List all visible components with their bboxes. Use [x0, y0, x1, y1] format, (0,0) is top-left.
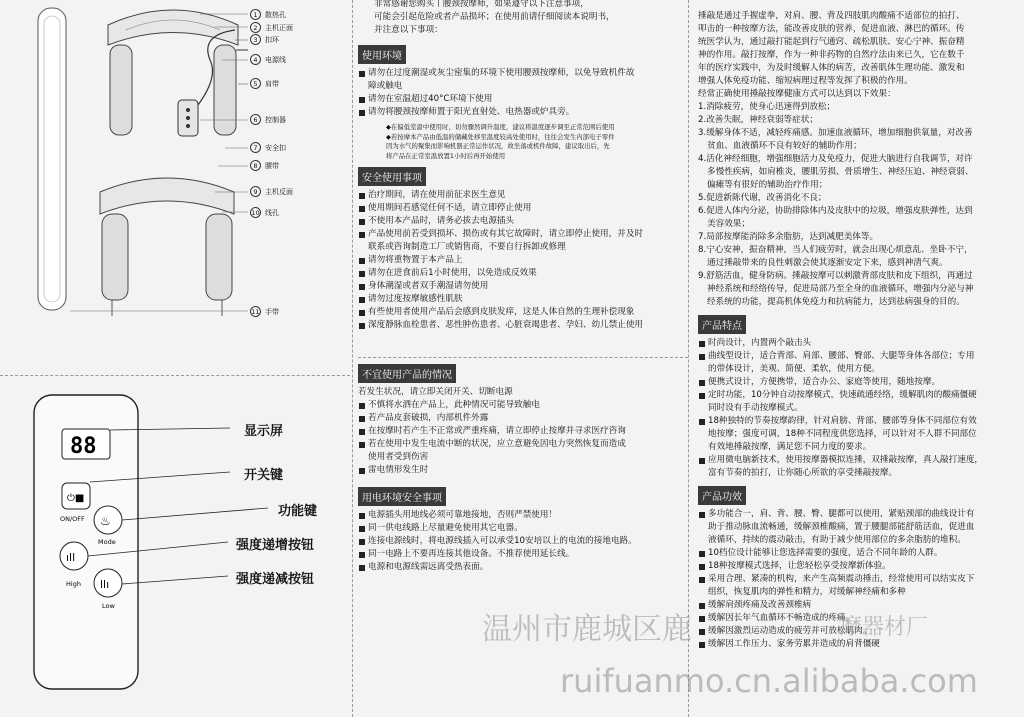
- note-line: 将产品在正常室温放置1小时后再开始使用: [386, 151, 506, 160]
- power-icon[interactable]: ⏻■: [67, 493, 85, 504]
- low-icon[interactable]: llı: [100, 578, 110, 591]
- note-line: ◆在偏低室温中使用时，切勿骤然调升温度，建议将温度逐步调至正常范围后使用: [386, 123, 615, 131]
- env-title: 使用环境: [358, 45, 406, 64]
- electric-title: 用电环境安全事项: [358, 487, 446, 506]
- list-item-cont: 联系或咨询制造工厂或销售商，不要自行拆卸或修理: [368, 242, 566, 252]
- list-item: 在按摩时若产生不正常或严重疼痛，请立即停止按摩并寻求医疗咨询: [358, 425, 680, 438]
- right-column: [698, 0, 1024, 717]
- remote-label-mode: 功能键: [278, 504, 318, 519]
- effects-list: [698, 101, 1024, 309]
- effect-line: 9.舒筋活血，健身防病。捶敲按摩可以刺激背部皮肤和皮下组织，再通过: [698, 271, 973, 281]
- part-label: 7 安全扣: [250, 142, 286, 153]
- list-item-cont: 有效地捶敲按摩，满足您不同力度的要求。: [708, 442, 872, 452]
- list-item: 产品使用前若受到损坏、损伤或有其它故障时，请立即停止使用，并及时: [358, 228, 680, 241]
- remote-label-increase: 强度递增按钮: [236, 538, 315, 553]
- top-note-line: 并注意以下事项：: [374, 25, 443, 35]
- efficacy-title: 产品功效: [698, 486, 746, 505]
- note-line: ◆若按摩本产品由低温的储藏处移至温度较高处使用时，往往会发生内部电子零件: [386, 132, 615, 141]
- unsuitable-intro: 若发生状况，请立即关闭开关、切断电源: [358, 387, 513, 397]
- display-digits: 88: [70, 434, 97, 459]
- effect-line: 5.促进新陈代谢，改善消化不良；: [698, 193, 827, 203]
- list-item: 请勿过度按摩敏感性肌肤: [358, 293, 680, 306]
- part-label: 2 主机正面: [250, 22, 293, 33]
- list-item-cont: 地按摩；强度可调，18种不同程度供您选择，可以针对不人群不同部位: [708, 429, 977, 439]
- effect-line: 通过捶敲带来的良性刺激会使其逐渐安定下来，感到神清气爽。: [707, 258, 948, 268]
- list-item: 同一电路上不要再连接其他设备。不推荐使用延长线。: [358, 548, 680, 561]
- left-column: [0, 0, 350, 717]
- list-item: 不慎将水洒在产品上，此种情况可能导致触电: [358, 399, 680, 412]
- low-label: Low: [102, 602, 115, 610]
- list-item: 18种独特的节奏按摩韵律，针对肩膀、背部、腰部等身体不同部位有效: [698, 415, 1024, 428]
- intro-line: 经常正确使用捶敲按摩健康方式可以达到以下效果：: [698, 89, 896, 99]
- part-label: 3 扣环: [250, 34, 279, 45]
- list-item: 便携式设计，方便携带，适合办公、家庭等使用，随地按摩。: [698, 376, 1024, 389]
- list-item-cont: 富有节奏的拍打，让你随心所欲的享受捶敲按摩。: [708, 468, 898, 478]
- list-item: 雷电情形发生时: [358, 464, 680, 477]
- section-divider: [0, 375, 350, 376]
- unsuitable-title: 不宜使用产品的情况: [358, 364, 456, 383]
- list-item: 连接电源线时，将电源线插入可以承受10安培以上的电流的接地电路。: [358, 535, 680, 548]
- leader-lines: [0, 0, 350, 330]
- list-item-cont: 同时设有手动按摩模式。: [708, 403, 803, 413]
- intro-line: 叩击的一种按摩方法，能改善皮肤的营养，促进血液、淋巴的循环。传: [698, 24, 965, 34]
- list-item: 定时功能，10分钟自动按摩模式，快速疏通经络，缓解肌肉的酸痛僵硬: [698, 389, 1024, 402]
- list-item: 18种按摩模式选择，让您轻松享受按摩新体验。: [698, 560, 1024, 573]
- mode-icon[interactable]: ♨: [100, 514, 111, 528]
- list-item: 请勿在进食前后1小时使用，以免造成反效果: [358, 267, 680, 280]
- list-item: 身体潮湿或者双手潮湿请勿使用: [358, 280, 680, 293]
- intro-line: 捶敲是通过手握虚拳，对肩、腰、背及四肢肌肉酸痛不适部位的拍打、: [698, 11, 965, 21]
- top-note-line: 非常感谢您购买丨腰颈按摩师，如果遵守以下注意事项，: [374, 0, 589, 9]
- intro-line: 增强人体免疫功能、缩短病理过程等发挥了积极的作用。: [698, 76, 913, 86]
- part-label: 6 控制器: [250, 114, 286, 125]
- env-notes: [358, 123, 680, 161]
- effect-line: 偏瘫等有很好的辅助治疗作用；: [707, 180, 828, 190]
- watermark-company: 温州市鹿城区鹿: [482, 612, 692, 647]
- list-item: 时尚设计，内置两个敲击头: [698, 337, 1024, 350]
- intro-line: 统医学认为，通过敲打能起到行气通窍、疏松肌肤、安心宁神、振奋精: [698, 37, 965, 47]
- list-item: 治疗期间，请在使用前征求医生意见: [358, 189, 680, 202]
- watermark-url: ruifuanmo.cn.alibaba.com: [560, 662, 978, 700]
- list-item: 电源和电源线需远离受热表面。: [358, 561, 680, 574]
- list-item: 若在使用中发生电流中断的状况，应立意避免因电力突然恢复而造成: [358, 438, 680, 451]
- effect-line: 神经系统和经络传导，促进局部乃至全身的血液循环，增强内分泌与神: [707, 284, 974, 294]
- intro-line: 年的医疗实践中，为及时缓解人体的病苦，改善肌体生理功能、激发和: [698, 63, 965, 73]
- list-item: 若产品皮套破损，内部机件外露: [358, 412, 680, 425]
- effect-line: 7.局部按摩能消除多余脂肪，达到减肥美体等。: [698, 232, 879, 242]
- list-item: 有些使用者使用产品后会感到皮肤发痒，这是人体自然的生理补偿现象: [358, 306, 680, 319]
- list-item: 10档位设计能够让您选择需要的强度，适合不同年龄的人群。: [698, 547, 1024, 560]
- list-item: 不使用本产品时，请务必拔去电源插头: [358, 215, 680, 228]
- list-item: 采用合理、紧凑的机构，来产生高频震动捶击，经常使用可以结实皮下: [698, 573, 1024, 586]
- list-item: 请勿在室温超过40°C环境下使用: [358, 93, 680, 106]
- list-item: 使用期间若感觉任何不适，请立即停止使用: [358, 202, 680, 215]
- effect-line: 6.促进人体内分泌，协助排除体内及皮肤中的垃圾，增强皮肤弹性，达到: [698, 206, 973, 216]
- intro-line: 神的作用。敲打按摩，作为一种非药物的自然疗法由来已久，它在数千: [698, 50, 965, 60]
- mode-label: Mode: [98, 538, 116, 546]
- effect-line: 4.活化神经细胞，增强细胞活力及免疫力，促进大脑进行自我调节，对许: [698, 154, 973, 164]
- remote-label-power: 开关键: [244, 468, 284, 483]
- onoff-label: ON/OFF: [60, 515, 85, 523]
- list-item-cont: 的带体设计，美观、简便、柔软，使用方便。: [708, 364, 880, 374]
- effect-line: 多慢性疾病，如肩椎炎，腰肌劳损、骨质增生、神经压迫、神经衰弱、: [707, 167, 974, 177]
- remote-label-display: 显示屏: [244, 424, 284, 439]
- column-divider: [688, 0, 689, 717]
- list-item: 缓解因长年气血循环不畅造成的疼痛。: [698, 612, 1024, 625]
- list-item-cont: 组织，恢复肌肉的弹性和精力，对缓解神经痛和多种: [708, 587, 906, 597]
- remote-callout-lines: [0, 380, 350, 600]
- list-item: 电源插头用地线必须可靠地接地，否则严禁使用！: [358, 509, 680, 522]
- part-label: 11 手带: [251, 307, 279, 316]
- middle-column: [358, 0, 680, 717]
- effect-line: 1.消除疲劳，使身心迅速得到放松；: [698, 102, 836, 112]
- part-label: 8 腰带: [250, 160, 279, 171]
- list-item-cont: 助于推动脉血流畅通，缓解颈椎酸痛，置于腰腿部能舒筋活血，促进血: [708, 522, 975, 532]
- list-item: 深度静脉血栓患者、恶性肿伤患者、心脏衰竭患者、孕妇、幼儿禁止使用: [358, 319, 680, 332]
- safety-title: 安全使用事项: [358, 167, 426, 186]
- list-item-cont: 使用者受到伤害: [368, 452, 429, 462]
- effect-line: 2.改善失眠，神经衰弱等症状；: [698, 115, 818, 125]
- list-item: 缓解因工作压力、家务劳累并造成的肩背僵硬: [698, 638, 1024, 651]
- list-item: 请勿在过度潮湿或灰尘密集的环境下使用腰颈按摩师，以免导致机件故: [358, 67, 680, 80]
- effect-line: 8.宁心安神，振奋精神，当人们疲劳时，就会出现心烦意乱、坐卧不宁，: [698, 245, 973, 255]
- part-label: 5 肩带: [250, 78, 279, 89]
- part-label: 4 电源线: [250, 54, 286, 65]
- remote-label-decrease: 强度递减按钮: [236, 572, 315, 587]
- effect-line: 美容效果；: [707, 219, 750, 229]
- list-item: 缓解因激烈运动造成的疲劳并可放松肌肉。: [698, 625, 1024, 638]
- list-item: 多功能合一，肩、背、腰、臀、腿都可以使用，紧贴颈部的曲线设计有: [698, 508, 1024, 521]
- high-icon[interactable]: ıll: [66, 551, 76, 564]
- watermark-company-end: 摩器材厂: [840, 615, 929, 640]
- effect-line: 3.缓解身体不适，减轻疼痛感。加速血液循环，增加细胞供氧量，对改善: [698, 128, 973, 138]
- section-divider: [358, 332, 688, 358]
- list-item-cont: 液循环，持续的震动敲击，有助于减少使用部位的多余脂肪的堆积。: [708, 535, 966, 545]
- list-item: 请勿将重物置于本产品上: [358, 254, 680, 267]
- list-item: 缓解肩颈疼痛及改善颈椎病: [698, 599, 1024, 612]
- part-label: 9 主机反面: [250, 186, 293, 197]
- high-label: High: [66, 580, 81, 588]
- top-note-line: 可能会引起危险或者产品损坏；在使用前请仔细阅读本说明书，: [374, 12, 615, 22]
- features-title: 产品特点: [698, 315, 746, 334]
- list-item: 曲线型设计，适合背部、肩部、腰部、臀部、大腿等身体各部位；专用: [698, 350, 1024, 363]
- part-label: 10 线孔: [251, 208, 279, 217]
- effect-line: 贫血、血液循环不良有较好的辅助作用；: [707, 141, 862, 151]
- intro-block: [698, 10, 1024, 101]
- note-line: 因为水气的聚集而影响机器正常运作状况，故坐落或机件故障，建议取出后，先: [386, 142, 610, 150]
- part-label: 1 散热孔: [250, 9, 286, 20]
- list-item: 请勿将腰颈按摩师置于阳光直射处、电热器或炉具旁。: [358, 106, 680, 119]
- list-item: 同一供电线路上尽量避免使用其它电器。: [358, 522, 680, 535]
- column-divider: [352, 0, 353, 717]
- list-item: 应用微电脑新技术，使用按摩器模拟连捶，双捶敲按摩，真人敲打速度，: [698, 454, 1024, 467]
- effect-line: 经系统的功能，提高机体免疫力和抗病能力，达到祛病强身的目的。: [707, 297, 965, 307]
- list-item-cont: 障或触电: [368, 81, 403, 91]
